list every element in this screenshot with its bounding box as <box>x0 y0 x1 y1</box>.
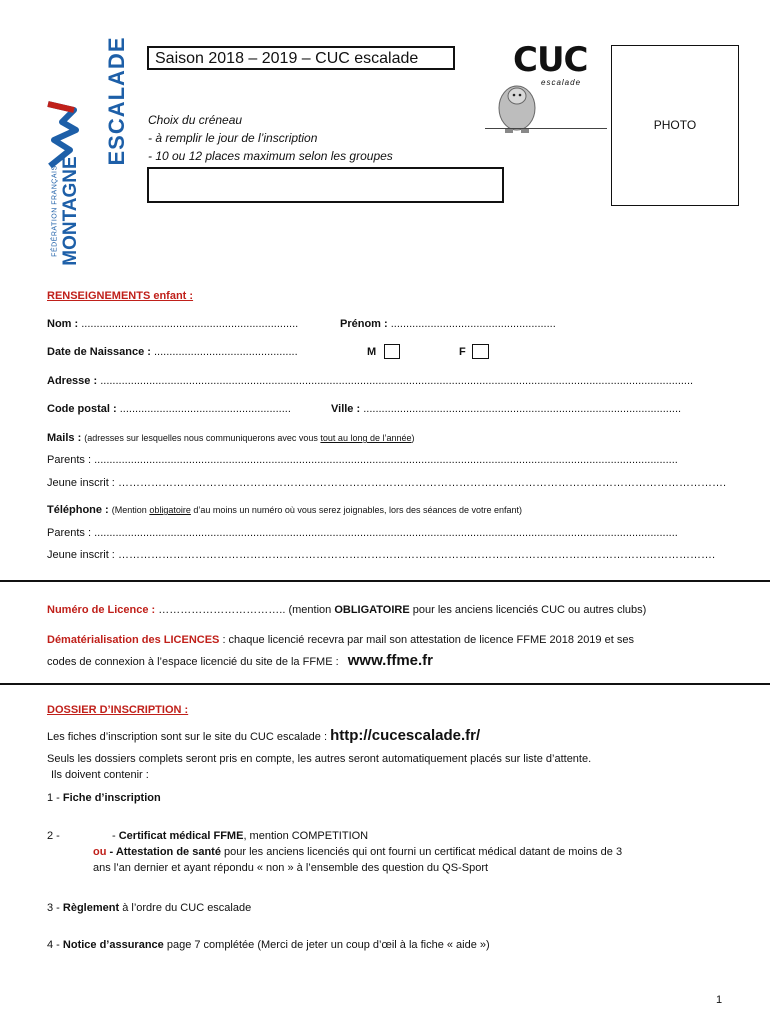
nom-label: Nom : <box>47 318 79 330</box>
prenom-label: Prénom : <box>340 318 388 330</box>
divider-1 <box>0 580 770 582</box>
photo-label: PHOTO <box>653 118 697 132</box>
dob-field[interactable]: ............................................... <box>154 346 298 358</box>
ffme-line3: ESCALADE <box>104 36 129 166</box>
item2-dash: - <box>112 830 116 842</box>
prenom-field[interactable]: ...................................................... <box>390 318 556 330</box>
demat-line2: codes de connexion à l’espace licencié du site de la FFME : <box>47 656 339 668</box>
item4-num: 4 - <box>47 939 60 951</box>
licence-label: Numéro de Licence : <box>47 604 156 616</box>
m-label: M <box>367 346 377 358</box>
ville-label: Ville : <box>331 403 361 415</box>
item2-ou: ou <box>93 846 107 858</box>
complets-line2: Ils doivent contenir : <box>51 769 149 781</box>
ffme-url-link[interactable]: www.ffme.fr <box>347 652 434 669</box>
f-checkbox[interactable] <box>472 344 489 359</box>
parents-label: Parents : <box>47 454 92 466</box>
jeune-mail-field[interactable]: …………………………………………………………………………………………………………………………………………………. <box>117 477 726 489</box>
cuc-url-link[interactable]: http://cucescalade.fr/ <box>330 727 481 744</box>
m-checkbox[interactable] <box>384 344 400 359</box>
photo-box <box>611 45 739 206</box>
choix-line1: - à remplir le jour de l’inscription <box>148 131 318 145</box>
ffme-line1: FÉDÉRATION FRANÇAISE <box>51 160 59 257</box>
licence-field[interactable]: …………………………….. <box>158 604 286 616</box>
creneau-input-box[interactable] <box>147 167 504 203</box>
item2-rest: , mention COMPETITION <box>243 830 369 842</box>
choix-title: Choix du créneau <box>148 113 243 127</box>
item3-rest: à l’ordre du CUC escalade <box>119 902 252 914</box>
parents-mail-field[interactable]: ............................................................................................................................................................................................... <box>94 454 678 466</box>
jeune-tel-label: Jeune inscrit : <box>47 549 115 561</box>
fiches-text: Les fiches d’inscription sont sur le site du CUC escalade : <box>47 731 328 743</box>
dob-label: Date de Naissance : <box>47 346 151 358</box>
item2-text: Certificat médical FFME <box>118 830 244 842</box>
parents-tel-field[interactable]: ............................................................................................................................................................................................... <box>94 527 678 539</box>
item1-text: Fiche d’inscription <box>62 792 161 804</box>
f-label: F <box>459 346 466 358</box>
tel-note: (Mention obligatoire d’au moins un numéro où vous serez joignables, lors des séances de votre enfant) <box>111 505 523 515</box>
page-number: 1 <box>716 994 723 1006</box>
renseignements-heading: RENSEIGNEMENTS enfant : <box>47 290 194 302</box>
item2-num: 2 - <box>47 830 60 842</box>
item2-line3: ans l’an dernier et ayant répondu « non » à l’ensemble des question du QS-Sport <box>93 862 489 874</box>
cp-field[interactable]: ........................................................ <box>119 403 291 415</box>
divider-2 <box>0 683 770 685</box>
adresse-field[interactable]: .................................................................................................................................................................................................. <box>100 375 694 387</box>
yeti-icon <box>491 78 543 134</box>
cuc-logo-sub: escalade <box>541 78 582 87</box>
adresse-label: Adresse : <box>47 375 98 387</box>
nom-field[interactable]: ....................................................................... <box>81 318 299 330</box>
item4-rest: page 7 complétée (Merci de jeter un coup d’œil à la fiche « aide ») <box>163 939 490 951</box>
ffme-line2: MONTAGNE <box>60 156 81 266</box>
season-title: Saison 2018 – 2019 – CUC escalade <box>155 50 419 67</box>
item2-text2: - Attestation de santé <box>109 846 221 858</box>
ffme-logo <box>40 36 129 266</box>
season-title-box <box>147 46 455 70</box>
tel-label: Téléphone : <box>47 504 109 516</box>
mails-note: (adresses sur lesquelles nous communiquerons avec vous tout au long de l’année) <box>84 433 415 443</box>
item2-rest2: pour les anciens licenciés qui ont fourni un certificat médical datant de moins de 3 <box>220 846 623 858</box>
complets-line1: Seuls les dossiers complets seront pris en compte, les autres seront automatiquement placés sur liste d’attente. <box>47 753 592 765</box>
licence-mention: (mention OBLIGATOIRE pour les anciens licenciés CUC ou autres clubs) <box>288 604 647 616</box>
cuc-logo-text: CUC <box>513 40 588 80</box>
item4-text: Notice d’assurance <box>62 939 164 951</box>
item1-num: 1 - <box>47 792 60 804</box>
jeune-label: Jeune inscrit : <box>47 477 115 489</box>
item3-num: 3 - <box>47 902 60 914</box>
parents-tel-label: Parents : <box>47 527 92 539</box>
jeune-tel-field[interactable]: ………………………………………………………………………………………………………………………………………………. <box>117 549 715 561</box>
item3-text: Règlement <box>62 902 120 914</box>
choix-line2: - 10 ou 12 places maximum selon les groupes <box>148 149 393 163</box>
cp-label: Code postal : <box>47 403 117 415</box>
ville-field[interactable]: ........................................................................................................ <box>363 403 682 415</box>
demat-text: : chaque licencié recevra par mail son attestation de licence FFME 2018 2019 et ses <box>219 634 634 646</box>
mails-label: Mails : <box>47 432 82 444</box>
dossier-heading: DOSSIER D’INSCRIPTION : <box>47 704 189 716</box>
demat-label: Dématérialisation des LICENCES <box>47 634 220 646</box>
cuc-logo <box>485 40 607 135</box>
